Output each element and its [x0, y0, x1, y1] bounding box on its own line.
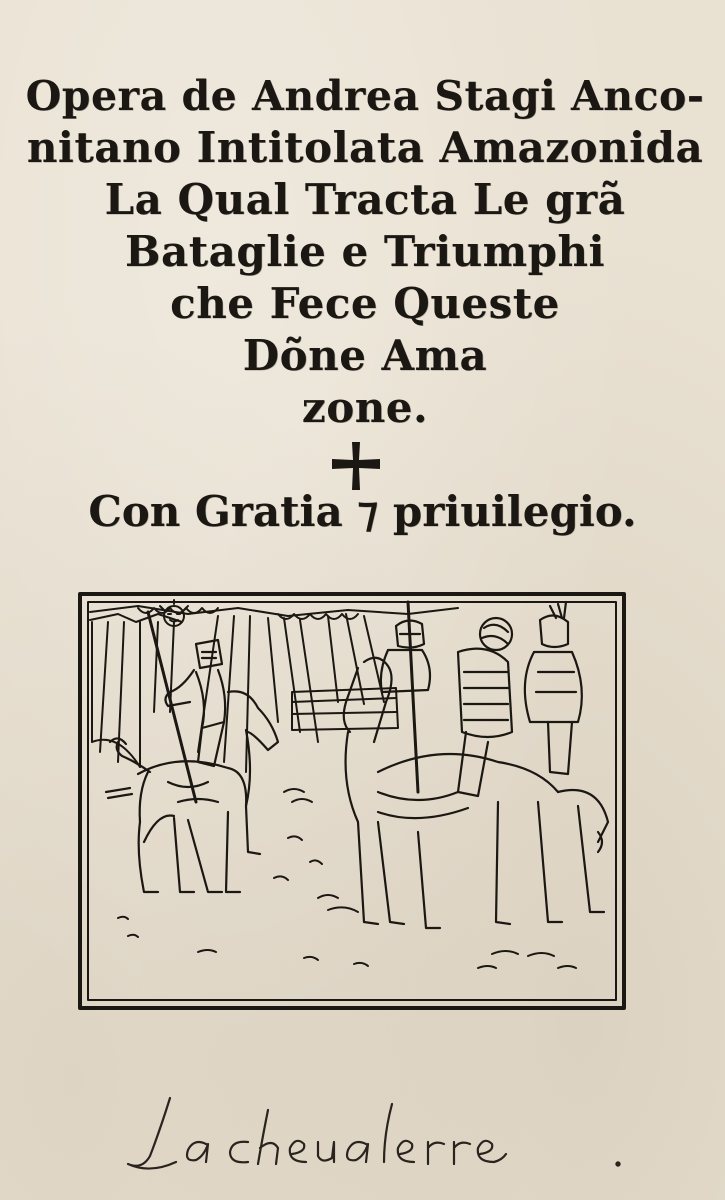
woodcut-illustration: [78, 592, 626, 1010]
title-block: [20, 70, 710, 434]
title-line-7: zone.: [301, 383, 429, 432]
privilege-line: Con Gratia ⁊ priuilegio.: [88, 487, 637, 536]
title-line-5: che Fece Queste: [170, 279, 560, 328]
title-line-6: Dõne Ama: [242, 331, 488, 380]
handwritten-signature: [0, 1090, 725, 1180]
cross-icon: [330, 440, 382, 492]
title-line-2: nitano Intitolata Amazonida: [26, 123, 704, 172]
right-knights: [344, 602, 608, 928]
ground-marks: [118, 789, 576, 968]
title-line-1: Opera de Andrea Stagi Anco-: [25, 72, 705, 120]
title-line-4: Bataglie e Triumphi: [125, 227, 605, 276]
left-knight: [106, 612, 278, 892]
title-line-3: La Qual Tracta Le grã: [104, 175, 626, 224]
